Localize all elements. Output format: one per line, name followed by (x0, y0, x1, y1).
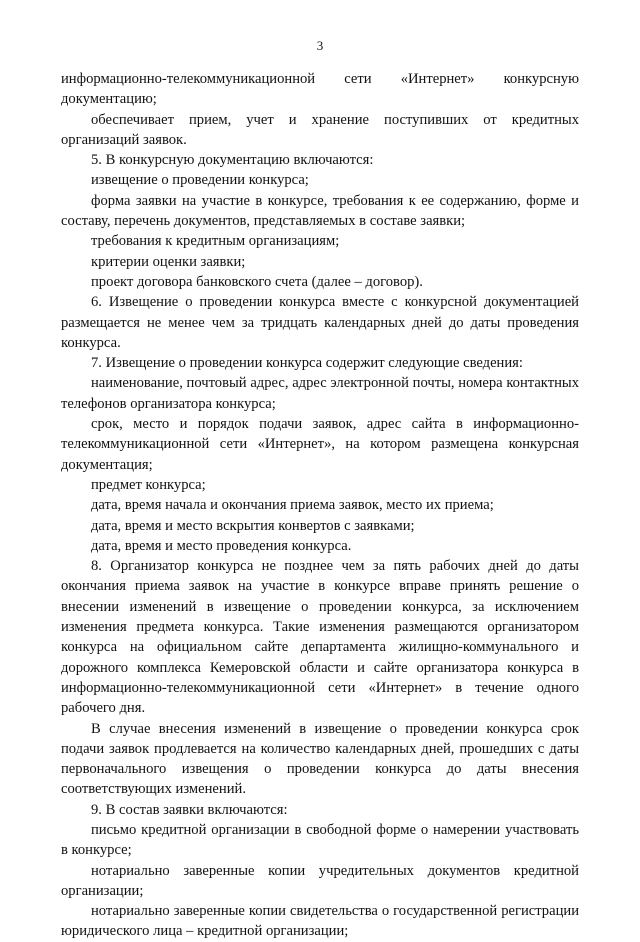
paragraph: дата, время начала и окончания приема заявок, место их приема; (91, 497, 494, 514)
paragraph: нотариально заверенные копии свидетельства о государственной регистрации юридического лица – кредитной организации; (61, 903, 579, 940)
paragraph: информационно-телекоммуникационной сети «Интернет» конкурсную документацию; (61, 71, 579, 108)
paragraph: проект договора банковского счета (далее – договор). (91, 273, 423, 290)
document-body (61, 69, 579, 942)
paragraph: наименование, почтовый адрес, адрес электронной почты, номера контактных телефонов организатора конкурса; (61, 375, 579, 412)
paragraph: срок, место и порядок подачи заявок, адрес сайта в информационно-телекоммуникационной сети «Интернет», на котором размещена конкурсная документация; (61, 416, 579, 473)
paragraph: письмо кредитной организации в свободной форме о намерении участвовать в конкурсе; (61, 821, 579, 859)
paragraph: дата, время и место вскрытия конвертов с заявками; (91, 517, 415, 534)
paragraph: 7. Извещение о проведении конкурса содержит следующие сведения: (91, 355, 523, 372)
paragraph: 8. Организатор конкурса не позднее чем за пять рабочих дней до даты окончания приема заявок на участие в конкурсе вправе принять решение о внесении изменений в извещение о проведении конкурса, за исключением изменения предмета конкурса. Такие изменения размещаются организатором конкурса на официальном сайте департамента жилищно-коммунального и дорожного комплекса Кемеровской области и сайте организатора конкурса в информационно-телекоммуникационной сети «Интернет» в течение одного рабочего дня. (61, 558, 579, 717)
paragraph: 5. В конкурсную документацию включаются: (91, 152, 374, 169)
paragraph: нотариально заверенные копии учредительных документов кредитной организации; (61, 862, 579, 899)
paragraph: В случае внесения изменений в извещение о проведении конкурса срок подачи заявок продлевается на количество календарных дней, прошедших с даты первоначального извещения о проведении конкурса до даты внесения соответствующих изменений. (61, 720, 579, 798)
paragraph: 9. В состав заявки включаются: (91, 801, 288, 818)
paragraph: требования к кредитным организациям; (91, 233, 340, 250)
paragraph: критерии оценки заявки; (91, 253, 246, 270)
paragraph: обеспечивает прием, учет и хранение поступивших от кредитных организаций заявок. (61, 111, 579, 148)
paragraph: 6. Извещение о проведении конкурса вместе с конкурсной документацией размещается не менее чем за тридцать календарных дней до даты проведения конкурса. (61, 294, 579, 351)
paragraph: дата, время и место проведения конкурса. (91, 537, 352, 554)
page-number: 3 (316, 38, 324, 53)
paragraph: предмет конкурса; (91, 476, 206, 493)
paragraph: форма заявки на участие в конкурсе, требования к ее содержанию, форме и составу, перечень документов, представляемых в составе заявки; (61, 192, 579, 230)
paragraph: извещение о проведении конкурса; (91, 172, 309, 189)
